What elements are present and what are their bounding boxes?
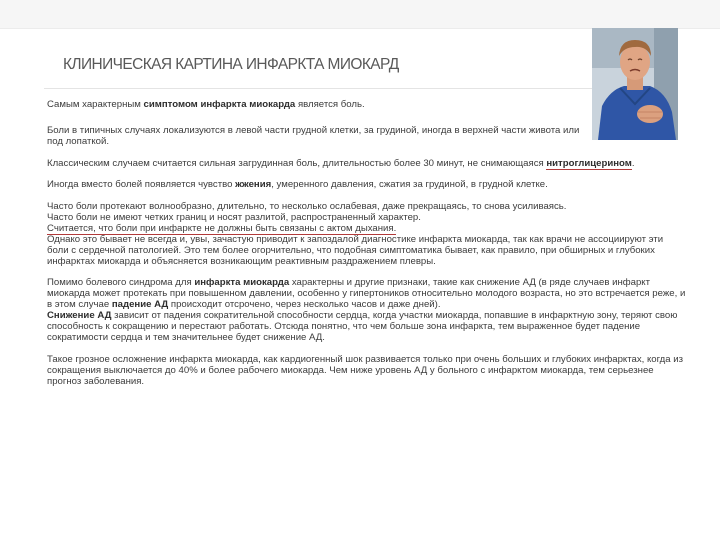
bold-term-burning: жжения	[235, 179, 272, 190]
bold-term-infarction: инфаркта миокарда	[194, 277, 290, 288]
paragraph-late-diagnosis: Однако это бывает не всегда и, увы, зачастую приводит к запоздалой диагностике инфаркта миокарда, так как врачи не ассоциируют эти боли с сердечной патологией. Это тем более огорчительно, что подобная симптоматика бывает, как правило, при обширных и глубоких инфарктах миокарда и объясняется возникающим реактивным раздражением плевры.	[47, 234, 664, 267]
title-divider	[44, 88, 592, 89]
paragraph-classic-case: Классическим случаем считается сильная загрудинная боль, длительностью более 30 минут, не снимающаяся нитроглицерином.	[47, 158, 635, 169]
paragraph-pain-location: Боли в типичных случаях локализуются в левой части грудной клетки, за грудиной, иногда в верхней части живота или под лопаткой.	[47, 125, 580, 147]
line-wave: Часто боли протекают волнообразно, длительно, то несколько ослабевая, даже прекращаясь, то снова усиливаясь.	[47, 201, 567, 212]
paragraph-burning: Иногда вместо болей появляется чувство жжения, умеренного давления, сжатия за грудиной, в грудной клетке.	[47, 179, 548, 190]
slide-title: КЛИНИЧЕСКАЯ КАРТИНА ИНФАРКТА МИОКАРД	[63, 56, 399, 73]
paragraph-other-signs: Помимо болевого синдрома для инфаркта миокарда характерны и другие признаки, такие как снижение АД (в ряде случаев инфаркт миокарда может протекать при повышенном давлении, особенно у гипертоников относительно молодого возраста, но это встречается реже, и в этом случае падение АД происходит отсрочено, через несколько часов и даже дней).	[47, 277, 686, 310]
paragraph-cardiogenic-shock: Такое грозное осложнение инфаркта миокарда, как кардиогенный шок развивается только при очень больших и глубоких инфарктах, когда из сокращения выключается до 40% и более рабочего миокарда. Чем ниже уровень АД у больного с инфарктом миокарда, тем серьезнее прогноз заболевания.	[47, 354, 684, 387]
slide-body	[47, 99, 687, 387]
paragraph-bp-decrease: Снижение АД зависит от падения сократительной способности сердца, когда участки миокарда, попавшие в инфарктную зону, теряют свою способность к сокращению и перестают работать. Отсюда понятно, что чем больше зона инфаркта, тем выраженное будет падение сократимости сердца и тем значительнее будет снижение АД.	[47, 310, 678, 343]
line-borders: Часто боли не имеют четких границ и носят разлитой, распространенный характер.	[47, 212, 421, 223]
bold-term-bp-decrease: Снижение АД	[47, 310, 112, 321]
top-band	[0, 0, 720, 29]
paragraph-pain-symptom: Самым характерным симптомом инфаркта миокарда является боль.	[47, 99, 365, 110]
line-breathing: Считается, что боли при инфаркте не должны быть связаны с актом дыхания.	[47, 223, 397, 234]
bold-term-bp-drop: падение АД	[111, 299, 169, 310]
bold-term-symptom: симптомом инфаркта миокарда	[143, 99, 296, 110]
paragraph-wave-pain	[47, 201, 687, 234]
bold-term-nitroglycerin: нитроглицерином	[546, 158, 632, 169]
